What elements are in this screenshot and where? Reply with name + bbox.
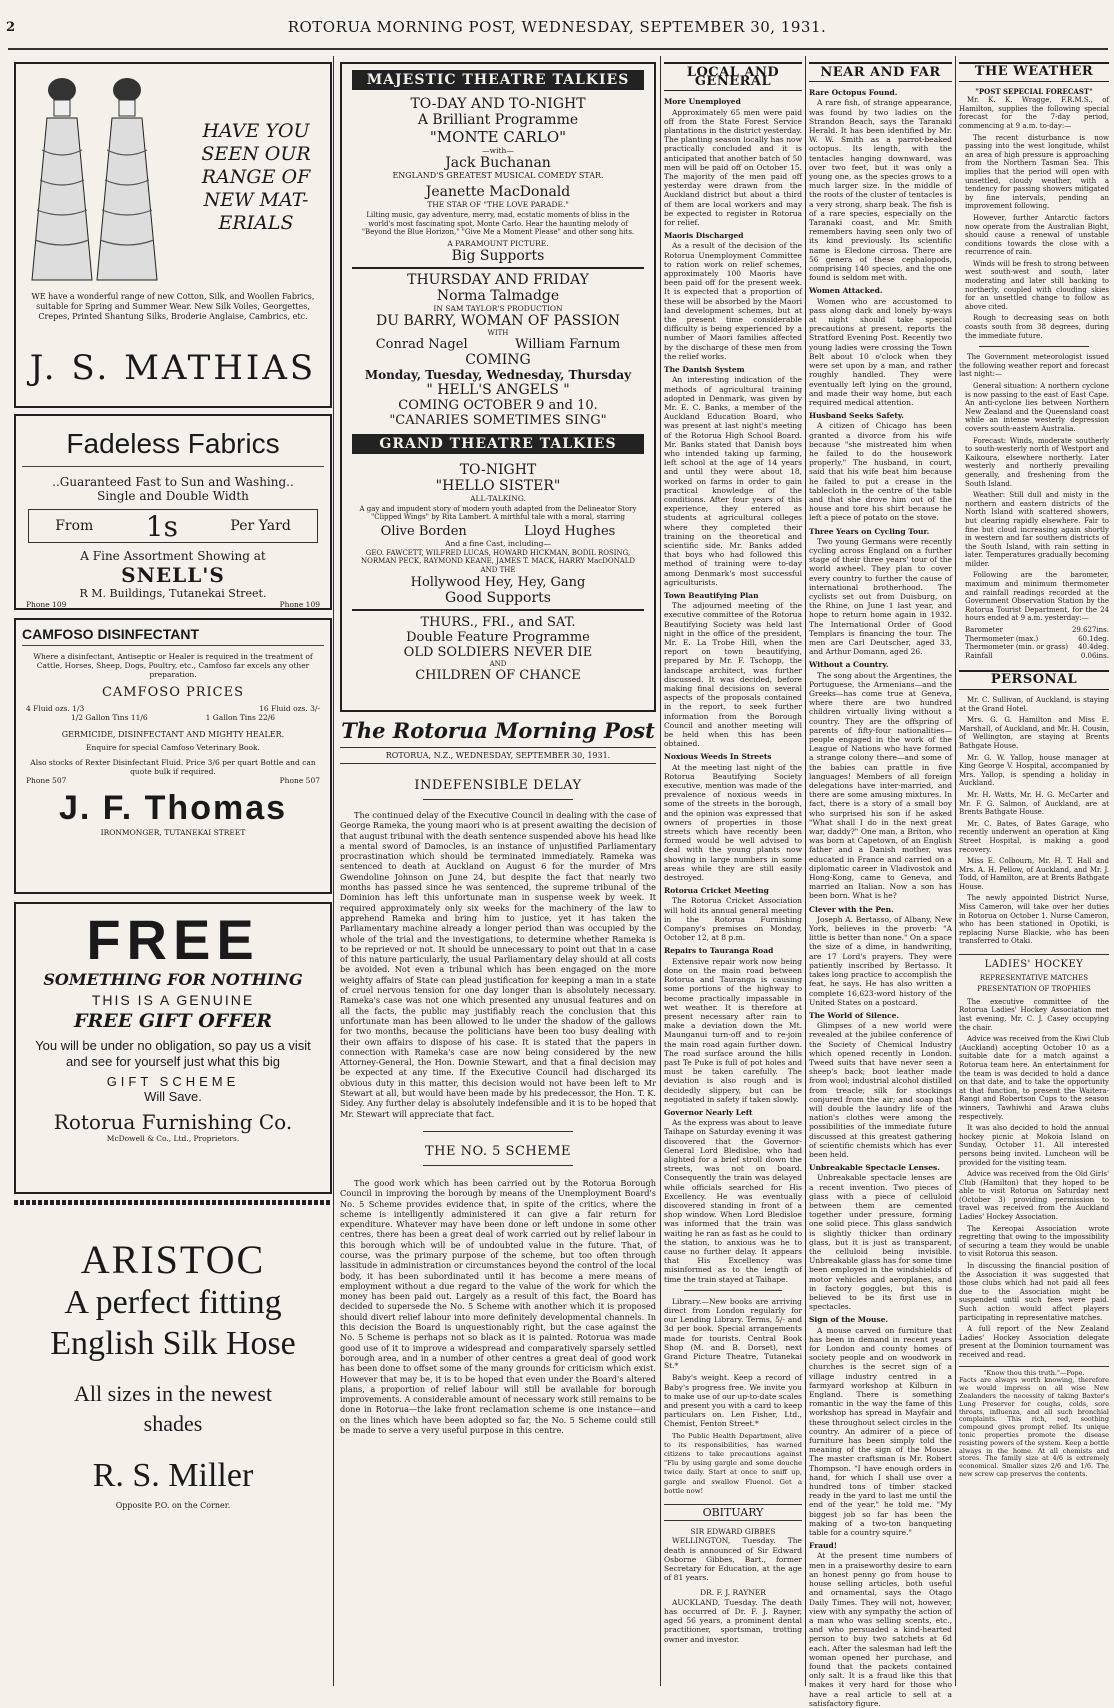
local-article	[664, 231, 802, 361]
local-article	[664, 1108, 802, 1284]
snell-per-yard: Per Yard	[230, 518, 291, 534]
camfoso-phone-right: Phone 507	[279, 776, 320, 785]
hockey-para: The executive committee of the Rotorua Ladies' Hockey Association met last evening, Mr. C. J. Casey occupying the chair.	[959, 997, 1109, 1032]
article-title: Husband Seeks Safety.	[809, 411, 905, 421]
majestic-when: TO-DAY AND TO-NIGHT	[410, 96, 586, 112]
majestic-film3: " HELL'S ANGELS "	[426, 381, 570, 398]
aristoc-advertisement	[14, 1210, 332, 1680]
snell-brand: SNELL'S	[121, 563, 225, 587]
majestic-coming-oct: COMING OCTOBER 9 and 10.	[398, 397, 598, 413]
editorial-body-2: The good work which has been carried out by the Rotorua Borough Council in improving the borough by means of the Unemployment Board's No. 5 Scheme provides evidence that, in spite of the critics, where the scheme is intelligently administered it can give a fair return for expenditure. Whatever may have been done or left undone in some other centres, there has been a great deal of work carried out by relief labour in this borough which will be of undoubted value in the future. That, of course, was the primary purpose of the scheme, but too often through lassitude in administration or circumstances beyond the control of the local body, it has been subordinated until it has become a mere means of employment without a due regard to the value of the work for which the money has been paid out. Largely as a result of this fact, the Board has decided to supersede the No. 5 Scheme with another which it is proposed should divert relief labour into more definitely developmental channels. In this decision the Board is unquestionably right, but the case against the No. 5 Scheme is perhaps not so black as it is painted. Rotorua was made good use of it to improve a widespread and comparatively sparsely settled borough area, and in a number of other centres a great deal of good work has been done to offset some of the many grounds for criticism which exist. However that may be, it is to be hoped that even under the Board's altered plans, a proportion of relief labour will still be available for borough improvements. A considerable amount of necessary work still remains to be done in Rotorua—the lake front reclamation scheme is one instance—and on the lines which have been adopted so far, the No. 5 Scheme could still be made to serve a very useful purpose in this centre.	[340, 1177, 656, 1436]
article-body: A mouse carved on furniture that has been in demand in recent years for London and county homes of society people and on woodwork in churches is the secret sign of a village industry centred in a farmyard workshop at Kilburn in England. There is something romantic in the way the fame of this workshop has spread in Mayfair and these throughout select circles in the country. An admirer of a piece of furniture has been simply told the meaning of the sign of the Mouse. The master craftsman is Mr. Robert Thompson. "I have enough orders in hand, for which I shall use over a hundred tons of timber stacked ready in the yard to last me until the end of the year," he told me. "My biggest job so far has been the making of a two-ton banqueting table for a country squire."	[809, 1325, 952, 1538]
grand-star2: Lloyd Hughes	[524, 523, 616, 539]
fashion-illustration	[22, 70, 162, 285]
near-far-article	[809, 88, 952, 282]
article-title: Fraud!	[809, 1541, 837, 1551]
local-article	[664, 365, 802, 587]
personal-item: Mr. C. Bates, of Bates Garage, who recently underwent an operation at King Street Hospital, is making a good recovery.	[959, 819, 1109, 854]
editorial-divider	[423, 799, 573, 800]
near-far-article	[809, 1011, 952, 1159]
majestic-production: IN SAM TAYLOR'S PRODUCTION	[433, 303, 563, 313]
camfoso-phone-left: Phone 507	[26, 776, 67, 785]
article-title: More Unemployed	[664, 97, 741, 107]
weather-personal-column	[959, 62, 1109, 1688]
camfoso-price-1: 4 Fluid ozs. 1/3	[26, 704, 85, 713]
near-far-article	[809, 1163, 952, 1311]
majestic-star4: Conrad Nagel	[375, 336, 468, 352]
column-rule	[955, 56, 956, 1686]
majestic-star3: Norma Talmadge	[436, 287, 560, 304]
obituary-name-2: DR. F. J. RAYNER	[700, 1588, 766, 1598]
reading-value: 0.06ins.	[1080, 651, 1109, 660]
reading-value: 29.627ins.	[1071, 626, 1109, 635]
free-proprietors: McDowell & Co., Ltd., Proprietors.	[106, 1134, 240, 1143]
snell-phone-left: Phone 109	[26, 600, 67, 609]
obituary-heading: OBITUARY	[664, 1504, 802, 1521]
near-far-article	[809, 527, 952, 657]
notice-baby: Baby's weight. Keep a record of Baby's progress free. We invite you to make use of our up-to-date scales and present you with a card to keep particulars on. Len Fisher, Ltd., Chemist, Fenton Street.*	[664, 1373, 802, 1429]
article-title: Sign of the Mouse.	[809, 1315, 889, 1325]
weather-forecast: Forecast: Winds, moderate southerly to south-westerly north of Westport and Kaikoura, elsewhere northerly. Later westerly and northerly prevailing generally, and freshening from the South Island.	[965, 436, 1109, 488]
baxter-quote: "Know thou this truth."—Pope.	[983, 1368, 1085, 1377]
majestic-banner: MAJESTIC THEATRE TALKIES	[352, 70, 644, 90]
majestic-stars	[352, 337, 644, 352]
weather-readings	[965, 626, 1109, 660]
notice-health: The Public Health Department, alive to its responsibilities, has warned citizens to take precautions against "Flu by using gargle and some douche twice daily. Start at once to sniff up, gargle and swallow Fluenol. Get a bottle now!	[664, 1431, 802, 1495]
obituary-name-1: SIR EDWARD GIBBES	[690, 1527, 776, 1537]
article-body: A rare fish, of strange appearance, was found by two ladies on the Strandon Beach, says the Taranaki Herald. It has been identified by Mr. W. W. Smith as a parrot-beaked octopus. Its length, with the tentacles hanging downward, was over two feet, but it was only a young one, as the species grows to a much larger size. In the middle of the roots of the cluster of tentacles is a very strong, sharp beak. The fish is of a rare species, especially on the Taranaki coast, and Mr. Smith remembers having seen only two of its kind previously. Its scientific name is Eledone cirrosa. There are 56 genera of these cephalopods, comprising 140 species, and the one found is seldom met with.	[809, 98, 952, 283]
snell-phones	[22, 600, 324, 609]
article-body: As the express was about to leave Taihape on Saturday evening it was discovered that the Governor-General Lord Bledisloe, who had alighted for a brief stroll down the streets, was not on board. Consequently the train was delayed while officials searched for His Excellency. He was eventually discovered standing in front of a shop window. When Lord Bledisloe was informed that the train was waiting he ran as fast as he could to the station, to anxious was he to cause no further delay. It appears that His Excellency was misinformed as to the length of time the train stayed at Taihape.	[664, 1118, 802, 1284]
editorial-dateline: ROTORUA, N.Z., WEDNESDAY, SEPTEMBER 30, 1931.	[340, 751, 656, 764]
near-far-article	[809, 1541, 952, 1708]
near-far-article	[809, 286, 952, 407]
editorial-divider	[423, 1131, 573, 1132]
grand-cast: GEO. FAWCETT, WILFRED LUCAS, HOWARD HICKMAN, BODIL ROSING, NORMAN PECK, RAYMOND KEANE, JAMES T. MACK, HARRY MacDONALD AND THE	[360, 548, 636, 574]
article-title: Noxious Weeds In Streets	[664, 752, 772, 762]
aristoc-line1: A perfect fitting	[64, 1284, 282, 1321]
personal-item: Mr. C. Sullivan, of Auckland, is staying at the Grand Hotel.	[959, 696, 1109, 713]
obituary-body-1: WELLINGTON, Tuesday. The death is announced of Sir Edward Osborne Gibbes, Bart., former Secretary for Education, at the age of 81 years.	[664, 1536, 802, 1583]
majestic-with2: WITH	[487, 328, 509, 337]
grand-stars	[352, 524, 644, 539]
camfoso-brand: J. F. Thomas	[58, 789, 288, 827]
free-brand: Rotorua Furnishing Co.	[53, 1110, 293, 1134]
editorial-divider	[423, 1165, 573, 1166]
article-title: Maoris Discharged	[664, 231, 744, 241]
grand-film2: Hollywood Hey, Hey, Gang	[410, 575, 586, 590]
local-and-general-column	[664, 62, 802, 1688]
local-article	[664, 946, 802, 1103]
free-line6: Will Save.	[144, 1089, 202, 1104]
grand-supports: Good Supports	[352, 590, 644, 611]
grand-cast-intro: And a fine Cast, including—	[445, 538, 551, 548]
page-number: 2	[6, 20, 16, 35]
free-line1: SOMETHING FOR NOTHING	[43, 970, 303, 989]
article-body: An interesting indication of the methods of agricultural training adopted in Denmark, was given by Mr. E. C. Banks, a member of the Auckland Education Board, who was present at last night's meeting of the Rotorua High School Board. Mr. Banks stated that Danish boys who intended taking up farming, left school at the age of 14 years and until they were about 18, worked on farms in order to gain practical knowledge of the conditions. After four years of this experience, they entered as students at agricultural colleges where they completed their training on the theoretical and scientific side. Mr. Banks added that boys who had followed this method of training were to-day among Denmark's most successful agriculturists.	[664, 375, 802, 587]
majestic-star2-desc: THE STAR OF "THE LOVE PARADE."	[427, 200, 569, 209]
majestic-blurb: Lilting music, gay adventure, merry, mad, ecstatic moments of bliss in the world's most fascinating spot, Monte Carlo. Hear the haunting melody of "Beyond the Blue Horizon," "Give Me a Moment Please" and other song hits.	[361, 211, 635, 236]
article-body: Women who are accustomed to pass along dark and lonely by-ways at night should take special precautions at present, reports the Stratford Evening Post. Recently two young ladies were crossing the Town Belt about 10 o'clock when they were set upon by a man, and rather roughly handled. They were eventually left lying on the ground, and made their way home, but each required medical attention.	[809, 296, 952, 407]
article-title: Three Years on Cycling Tour.	[809, 526, 930, 536]
decorative-border	[14, 1200, 332, 1205]
snell-assortment: A Fine Assortment Showing at	[80, 549, 266, 563]
reading-value: 40.4deg.	[1078, 643, 1109, 652]
majestic-film4: "CANARIES SOMETIMES SING"	[389, 412, 607, 428]
snell-advertisement	[14, 414, 332, 610]
article-body: Glimpses of a new world were revealed at the jubilee conference of the Society of Chemical Industry which opened recently in London. Tweed suits that have never seen a sheep's back; boot leather made from wool; industrial alcohol distilled from treacle; silk for stockings conjured from the air; and soap that will double the laundry life of the nation's clothes were among the possibilities of the immediate future discussed at this greatest gathering of scientific chemists which has ever been held.	[809, 1021, 952, 1159]
obituary-body-2: AUCKLAND, Tuesday. The death has occurred of Dr. F. J. Rayner, aged 56 years, a prominent dental practitioner, sportsman, trotting owner and investor.	[664, 1597, 802, 1644]
grand-double: Double Feature Programme	[406, 630, 590, 645]
majestic-with: —with—	[482, 146, 514, 155]
majestic-star5: William Farnum	[515, 336, 621, 352]
article-body: The Rotorua Cricket Association will hold its annual general meeting in the Rotorua Furnishing Company's premises on Monday, October 12, at 8 p.m.	[664, 896, 802, 943]
free-line3: FREE GIFT OFFER	[73, 1010, 272, 1032]
personal-item: The newly appointed District Nurse, Miss Cameron, will take over her duties in Rotorua on October 1. Nurse Cameron, who has been stationed in Opotiki, is replacing Nurse Blackie, who has been transferred to Otaki.	[959, 894, 1109, 946]
grand-days: THURS., FRI., and SAT.	[420, 615, 576, 630]
camfoso-tagline: GERMICIDE, DISINFECTANT AND MIGHTY HEALER.	[61, 730, 285, 739]
snell-headline: Fadeless Fabrics	[22, 428, 324, 467]
article-body: Unbreakable spectacle lenses are a recent invention. Two pieces of glass with a piece of celluloid between them are cemented together under pressure, forming one solid piece. This glass sandwich is slightly thicker than ordinary glass, but it is just as transparent, the celluloid being invisible. Unbreakable glass has for some time been employed in the windshields of motor vehicles and aeroplanes, and in factory goggles, but this is believed to be its first use in spectacles.	[809, 1173, 952, 1312]
camfoso-advertisement	[14, 618, 332, 894]
near-far-article	[809, 905, 952, 1007]
column-rule	[660, 56, 661, 1686]
hockey-para: It was also decided to hold the annual hockey picnic at Mokoia Island on Sunday, October 11. All interested persons being invited. Luncheon will be provided for the visiting team.	[959, 1124, 1109, 1167]
weather-text: Weather: Still dull and misty in the northern and eastern districts of the North Island with scattered showers, but clearing rapidly elsewhere. Fair to fine but cloud increasing again shortly in western and far southern districts of the South Island, with rain setting in later. Temperatures gradually becoming milder.	[965, 491, 1109, 568]
camfoso-prices-title: CAMFOSO PRICES	[101, 685, 245, 700]
grand-film: "HELLO SISTER"	[435, 477, 561, 494]
majestic-coming: COMING	[465, 351, 531, 368]
snell-line2: Single and Double Width	[97, 489, 249, 503]
editorial-title-2: THE NO. 5 SCHEME	[424, 1143, 572, 1159]
majestic-studio: A PARAMOUNT PICTURE.	[447, 238, 549, 248]
near-far-heading: NEAR AND FAR	[809, 62, 952, 82]
mathias-body: WE have a wonderful range of new Cotton, Silk, and Woollen Fabrics, suitable for Spring and Summer Wear. New Silk Voiles, Georgettes, Crepes, Printed Shantung Silks, Broderie Anglaise, Cambrics, etc.	[31, 292, 315, 321]
hockey-sub-2: PRESENTATION OF TROPHIES	[977, 985, 1091, 994]
reading-label: Barometer	[965, 626, 1003, 635]
reading-label: Rainfall	[965, 651, 993, 660]
hockey-para: Advice was received from the Old Girls' Club (Hamilton) that they hoped to be able to visit Rotorua on Saturday next (October 3) providing permission to travel was received from the Auckland Ladies' Hockey Association.	[959, 1170, 1109, 1222]
hockey-para: Advice was received from the Kiwi Club (Auckland) accepting October 10 as a suitable date for a match against a Rotorua team here. An entertainment for the team is was decided to hold a dance on that date, and to take the opportunity at that function, to present the Waitera-Rangi and Robertson Cups to the season winners, Tawhiwhi and Arawa clubs respectively.	[959, 1035, 1109, 1121]
aristoc-line2: English Silk Hose	[50, 1325, 296, 1362]
personal-item: Mrs. G. G. Hamilton and Miss E. Marshall, of Auckland, and Mr. H. Cousin, of Wellington, are staying at Brents Bathgate House.	[959, 716, 1109, 750]
near-far-article	[809, 660, 952, 900]
baxter-notice	[959, 1370, 1109, 1479]
near-far-article	[809, 1315, 952, 1537]
camfoso-stock: Also stocks of Rexter Disinfectant Fluid. Price 3/6 per quart Bottle and can quote bulk if required.	[30, 758, 316, 776]
weather-readings-intro: Following are the barometer, maximum and minimum thermometer and rainfall readings recorded at the Government Observation Station by the Rotorua Tourist Department, for the 24 hours ended at 9 a.m. yesterday:—	[965, 571, 1109, 623]
grand-film4: CHILDREN OF CHANCE	[415, 668, 581, 683]
local-article	[664, 752, 802, 882]
snell-price-box	[28, 509, 318, 543]
grand-star1: Olive Borden	[380, 523, 467, 539]
majestic-film: "MONTE CARLO"	[429, 128, 567, 146]
majestic-star2: Jeanette MacDonald	[425, 184, 571, 200]
article-title: Governor Nearly Left	[664, 1107, 753, 1117]
majestic-star1-desc: ENGLAND'S GREATEST MUSICAL COMEDY STAR.	[392, 171, 604, 180]
personal-item: Miss E. Colbourn, Mr. H. T. Hall and Mrs. A. H. Pellow, of Auckland, and Mr. J. Todd, of Hamilton, are at Brents Bathgate House.	[959, 857, 1109, 891]
majestic-thursday: THURSDAY AND FRIDAY	[407, 271, 589, 288]
editorial-section	[340, 718, 656, 1688]
grand-and: AND	[489, 660, 507, 668]
reading-row	[965, 626, 1109, 635]
personal-item: Mr. G. W. Yallop, house manager at King George V. Hospital, accompanied by Mrs. Yallop, is spending a holiday in Auckland.	[959, 753, 1109, 788]
masthead-title: ROTORUA MORNING POST, WEDNESDAY, SEPTEMBER 30, 1931.	[287, 18, 827, 36]
theatre-advertisements	[340, 62, 656, 712]
baxter-body: Facts are always worth knowing, therefore we would impress on all wise New Zealanders the necessity of taking Baxter's Lung Preserver for coughs, colds, sore throats, influenza, and all such bronchial complaints. This rich, red, soothing compound gives prompt relief. Its unique tonic properties promote the disease resisting powers of the system. Keep a bottle always in the home. At all chemists and stores. The family size at 4/6 is extremely economical. Smaller sizes 2/6 and 1/6. The new screw cap preserves the contents.	[959, 1376, 1109, 1478]
free-line2: THIS IS A GENUINE	[91, 992, 255, 1008]
hockey-para: The Kereopai Association wrote regretting that owing to the impossibility of securing a team they would be unable to visit Rotorua this season.	[959, 1224, 1109, 1259]
article-title: The Danish System	[664, 365, 745, 375]
local-article	[664, 97, 802, 227]
near-and-far-column	[809, 62, 952, 1708]
mathias-brand: J. S. MATHIAS	[29, 348, 317, 388]
weather-para-3: Winds will be fresh to strong between west south-west and south, later moderating and later still backing to northerly, coupled with clouding skies for an unsettled change to follow as above cited.	[965, 259, 1109, 311]
camfoso-trade: IRONMONGER, TUTANEKAI STREET	[100, 828, 246, 837]
article-title: Repairs to Tauranga Road	[664, 946, 774, 956]
snell-address: R M. Buildings, Tutanekai Street.	[79, 587, 267, 600]
column-rule	[805, 56, 806, 1686]
article-title: Rare Octopus Found.	[809, 88, 898, 98]
mathias-headline: HAVE YOU SEEN OUR RANGE OF NEW MAT-ERIALS	[201, 120, 311, 234]
free-headline: FREE	[86, 908, 260, 971]
divider	[959, 1366, 1109, 1367]
nameplate: The Rotorua Morning Post	[340, 718, 656, 748]
camfoso-intro: Where a disinfectant, Antiseptic or Healer is required in the treatment of Cattle, Horses, Sheep, Dogs, Poultry, etc., Camfoso far excels any other preparation.	[33, 652, 313, 679]
article-body: As a result of the decision of the Rotorua Unemployment Committee to ration work on relief schemes, approximately 100 Maoris have been paid off for the present week. It is expected that a proportion of these will be absorbed by the Maori land development schemes, but at the present time considerable difficulty is being experienced by a number of Maori families affected by the discharge of these men from the relief works.	[664, 241, 802, 361]
article-title: Women Attacked.	[809, 286, 883, 296]
majestic-star1: Jack Buchanan	[445, 155, 551, 171]
notice-library: Library.—New books are arriving direct from London regularly for our Lending Library. Terms, 5/- and 3d per book. Special arrangements made for tourists. Central Book Shop (M. and B. Dorset), next Grand Picture Theatre, Tutanekai St.*	[664, 1296, 802, 1371]
local-heading: LOCAL AND GENERAL	[664, 62, 802, 91]
reading-row	[965, 652, 1109, 661]
local-article	[664, 591, 802, 748]
article-body: A citizen of Chicago has been granted a divorce from his wife because "she mistreated him when he failed to do the housework properly." The husband, in court, said that his wife beat him because he failed to put a crease in the tablecloth in the centre of the table and that she drove him out of the house and tore his shirt because he left a piece of potato on the stove.	[809, 421, 952, 523]
weather-intro: Mr. K. K. Wragge, F.R.M.S., of Hamilton, supplies the following special forecast for the 7-day period, commencing at 9 a.m. to-day:—	[959, 96, 1109, 130]
article-title: Town Beautifying Plan	[664, 590, 759, 600]
grand-when: TO-NIGHT	[459, 461, 537, 478]
weather-para-1: The recent disturbance is now passing into the west longitude, whilst an area of high pressure is approaching from the Northern Tasman Sea. This implies that the period will open with unsettled, cloudy weather, with a tendency for passing showers mitigated by fine intervals, pending an improvement following.	[965, 133, 1109, 211]
majestic-film2: DU BARRY, WOMAN OF PASSION	[376, 312, 620, 329]
grand-banner: GRAND THEATRE TALKIES	[352, 434, 644, 454]
article-title: The World of Silence.	[809, 1010, 900, 1020]
reading-value: 60.1deg.	[1078, 634, 1109, 643]
snell-price: 1s	[145, 509, 178, 543]
hockey-para: A full report of the New Zealand Ladies' Hockey Association delegate present at the Dominion tournament was received and read.	[959, 1325, 1109, 1359]
article-body: The song about the Argentines, the Portuguese, the Armenians—and the Greeks—has come true at Geneva, where there are two hundred children virtually living without a country. They are the offspring of parents of fifty-four nationalities—people engaged in the work of the League of Nations who have formed a strange colony there—and some of the babies can prattle in five languages! Members of all foreign delegations have inter-married, and there are some amusing mixtures. In fact, there is a story of a small boy who surprised his son if he asked "What shall I do in the next great war, daddy?" One man, a Briton, who was born at Capetown, of an English father and a Danish mother, was educated in France and carried on a diplomatic career in Vladivostok and Hong-Kong, came to Geneva, and married an Italian. Now a son has been born. What is he?	[809, 670, 952, 901]
free-line4: You will be under no obligation, so pay us a visit and see for yourself just what this big	[35, 1038, 311, 1069]
majestic-days: Monday, Tuesday, Wednesday, Thursday	[364, 367, 632, 382]
near-far-article	[809, 411, 952, 522]
article-body: At the present time numbers of men in a praiseworthy desire to earn an honest penny go from house to house selling articles, both useful and ornamental, says the Otago Daily Times. They will not, however, view with any sympathy the action of a man who was selling scents, etc., and who persuaded a kind-hearted person to buy two satchets at 6d each. After the salesman had left the woman opened her purchase, and found that the packets contained only salt. It is a fraud like this that makes it very hard for those who have a real article to sell at a satisfactory figure.	[809, 1551, 952, 1708]
personal-heading: PERSONAL	[959, 670, 1109, 690]
aristoc-seller: R. S. Miller	[92, 1457, 254, 1494]
camfoso-enquire: Enquire for special Camfoso Veterinary Book.	[86, 743, 260, 752]
snell-phone-right: Phone 109	[279, 600, 320, 609]
grand-talking: ALL-TALKING.	[470, 493, 526, 503]
weather-heading: THE WEATHER	[959, 62, 1109, 82]
divider	[684, 1290, 782, 1291]
weather-para-4: Rough to decreasing seas on both coasts south from 38 degrees, during the immediate future.	[965, 314, 1109, 340]
article-body: Approximately 65 men were paid off from the State Forest Service plantations in the district yesterday. The planting season locally has now practically concluded and it is anticipated that another batch of 50 men will be paid off on October 15. The majority of the men paid off yesterday were drawn from the Auckland district but about a third of them are local workers and may be expected to register in Rotorua for relief.	[664, 107, 802, 228]
camfoso-price-2: 16 Fluid ozs. 3/-	[259, 704, 320, 713]
article-title: Clever with the Pen.	[809, 904, 894, 914]
forecast-title: "POST SEPECIAL FORECAST"	[975, 86, 1093, 96]
local-article	[664, 886, 802, 942]
weather-para-2: However, further Antarctic factors now operate from the Australian Bight, should cause a renewal of unstable conditions towards the close with a recurrence of rain.	[965, 213, 1109, 257]
column-rule	[333, 56, 334, 1686]
divider	[979, 346, 1089, 347]
aristoc-brand: ARISTOC	[80, 1237, 266, 1282]
camfoso-headline: CAMFOSO DISINFECTANT	[22, 626, 324, 646]
majestic-supports: Big Supports	[352, 248, 644, 269]
reading-row	[965, 643, 1109, 652]
camfoso-phones	[22, 776, 324, 785]
camfoso-price-row	[22, 713, 324, 722]
article-title: Without a Country.	[809, 660, 889, 670]
article-title: Rotorua Cricket Meeting	[664, 886, 769, 896]
article-body: Two young Germans were recently cycling across England on a further stage of their three years' tour of the world awheel. They plan to cover every country to further the cause of international brotherhood. The cyclists set out from Duisburg, on the Rhine, on June 1 last year, and hope to return home again in 1932. The International Order of Good Templars is financing the tour. The men are Carl Deutscher, aged 33, and Arthur Domann, aged 26.	[809, 536, 952, 657]
camfoso-price-3: 1/2 Gallon Tins 11/6	[70, 713, 148, 722]
snell-from: From	[55, 518, 94, 534]
free-line5: GIFT SCHEME	[106, 1074, 240, 1089]
article-body: Extensive repair work now being done on the main road between Rotorua and Tauranga is causing some portions of the highway to become practically impassable in wet weather. It is therefore at present necessary after rain to make a deviation down the Mt. Maunganui turn-off and to re-join the main road again further down. The road surface around the hills past Te Puke is full of pot holes and must be taken carefully. The deviation is also rough and is decidedly slippery, but can be negotiated in safety if taken slowly.	[664, 956, 802, 1104]
aristoc-line3: All sizes in the newest shades	[74, 1381, 272, 1436]
editorial-body-1: The continued delay of the Executive Council in dealing with the case of George Rameka, the young maori who is at present awaiting the decision of that august tribunal with the death sentence suspended above his head like a mental sword of Damocles, is an instance of unjustified Parliamentary procrastination which should be terminated immediately. Rameka was sentenced to death at Auckland on August 6 for the murder of Mrs Gwendoline Johnson on June 24, but despite the fact that nearly two months has passed since he was sentenced, the supreme tribunal of the Dominion has left this unfortunate man in suspense week by week. It required approximately only six weeks for the machinery of the law to apprehend Rameka and bring him to justice, yet it has taken the Parliamentary machine already a longer period than was occupied by the whole of the trial and the investigations, to determine whether Rameka is to be reprieved or not. It should be unnecessary to point out that in a case of this nature particularly, the usual Parliamentary delay should at all costs be avoided. Not even a tribunal which has been engaged on the more weighty affairs of State can plead justification for keeping a man in a state of cruel nervous tension for one day longer than is absolutely necessary. Rameka's case was not one which presented any unusual features and on all the facts, the public may justifiably reach the conclusion that this unfortunate man has been allowed to lie under the shadow of the gallows for two months, because the politicians have been too busy dealing with their own affairs to dispose of his case. It is stated that the papers in connection with Rameka's case are now being considered by the new Attorney-General, the Hon. Downie Stewart, and that a final decision may be expected at any time. If the Executive Council had discharged its obvious duty in this matter, this decision would not have been left to Mr Stewart at all, but would have been made by his predecessor, the Hon. T. K. Sidey. Any further delay is absolutely indefensible and it is to be hoped that Mr. Stewart will appreciate that fact.	[340, 810, 656, 1119]
personal-item: Mr. H. Watts, Mr. H. G. McCarter and Mr. F. G. Salmon, of Auckland, are at Brents Bathgate House.	[959, 790, 1109, 817]
article-body: Joseph A. Bertasso, of Albany, New York, believes in the proverb: "A little is better than none." On a space the size of a dime, in handwriting, are 17 Lord's prayers. They were patiently inscribed by Bertasso. It takes long practice to accomplish the feat, he says. He has also written a complete 16,623-word history of the United States on a postcard.	[809, 914, 952, 1007]
majestic-programme: A Brilliant Programme	[417, 112, 579, 128]
reading-row	[965, 635, 1109, 644]
aristoc-location: Opposite P.O. on the Corner.	[115, 1501, 231, 1510]
grand-blurb: A gay and impudent story of modern youth adapted from the Delineator Story "Clipped Wings" by Rita Lambert. A mirthful tale with a moral, starring	[359, 504, 637, 521]
reading-label: Thermometer (max.)	[965, 634, 1039, 643]
camfoso-price-row	[22, 704, 324, 713]
reading-label: Thermometer (min. or grass)	[965, 643, 1069, 652]
hockey-sub-1: REPRESENTATIVE MATCHES	[979, 973, 1089, 982]
article-body: The adjourned meeting of the executive committee of the Rotorua Beautifying Society was held last night in the office of the president, Mr. E. La Trobe Hill, when the report on town beautifying, prepared by Mr. F. Tschopp, the landscape architect, was further discussed. It was decided, before making final decisions on several aspects of the proposals contained in the report, to seek further information from the Borough Council and another meeting will be held when this has been obtained.	[664, 601, 802, 749]
weather-general: General situation: A northern cyclone is now passing to the east of East Cape. An anti-cyclone lies between Northern New Zealand and the Queensland coast while an intense westerly depression covers south-eastern Australia.	[965, 382, 1109, 433]
editorial-title-1: INDEFENSIBLE DELAY	[414, 778, 582, 793]
article-title: Unbreakable Spectacle Lenses.	[809, 1163, 940, 1173]
article-body: At the meeting last night of the Rotorua Beautifying Society executive, mention was made of the prevalence of noxious weeds in some of the streets in the borough, and the opinion was expressed that owners of properties in those streets which have recently been formed would be well advised to deal with the young plants now showing in large numbers in some areas while they are still easily destroyed.	[664, 762, 802, 883]
free-gift-advertisement	[14, 902, 332, 1194]
grand-film3: OLD SOLDIERS NEVER DIE	[403, 645, 593, 660]
hockey-heading: LADIES' HOCKEY	[959, 954, 1109, 970]
weather-govt: The Government meteorologist issued the following weather report and forecast last night:—	[959, 353, 1109, 379]
mathias-advertisement	[14, 62, 332, 408]
masthead-rule	[8, 48, 1108, 50]
snell-line1: ..Guaranteed Fast to Sun and Washing..	[52, 475, 294, 489]
camfoso-price-4: 1 Gallon Tins 22/6	[205, 713, 276, 722]
hockey-para: In discussing the financial position of the Association it was suggested that those clubs which had not paid all fees due to the Association might be suspended until such fees were paid. Such action would affect players participating in representative matches.	[959, 1262, 1109, 1322]
